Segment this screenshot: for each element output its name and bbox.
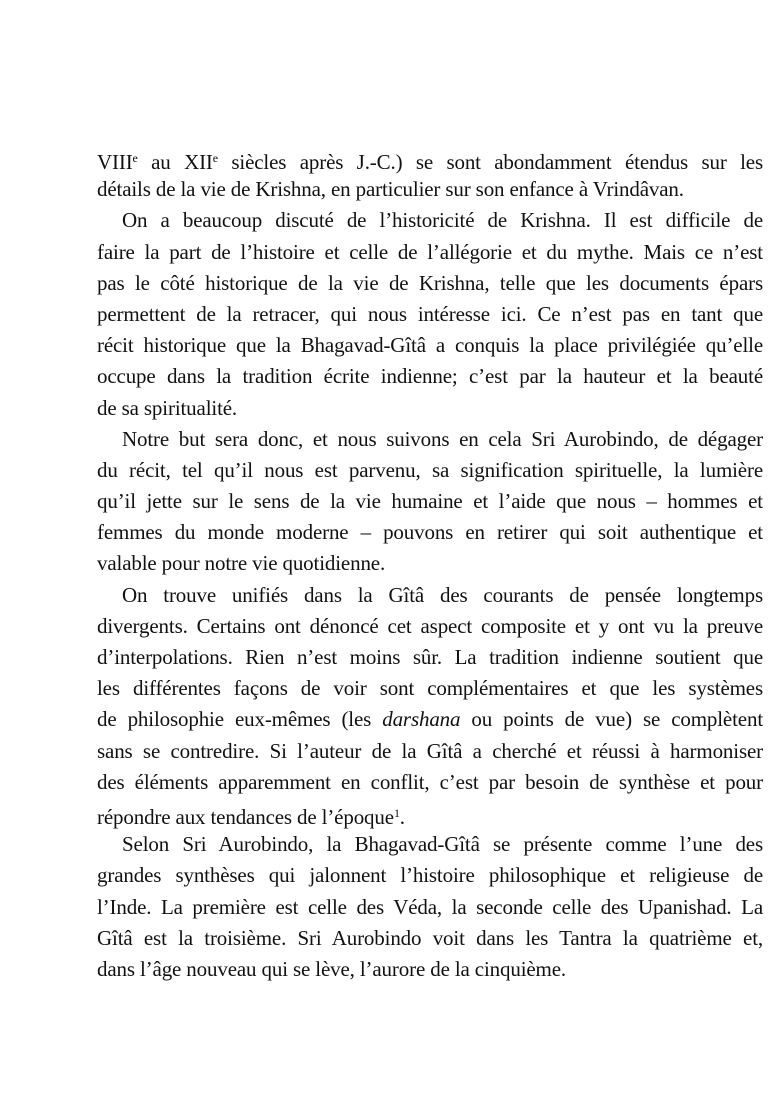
text-segment: ou points de vue) se complètent (460, 707, 763, 732)
text-line (97, 767, 763, 798)
superscript: e (132, 151, 138, 165)
text-line (97, 143, 763, 174)
text-line (97, 237, 763, 268)
superscript: 1 (393, 805, 400, 820)
text-segment: Notre but sera donc, et nous suivons en cela Sri Aurobindo, de dégager (122, 426, 763, 451)
text-segment: siècles après J.-C.) se sont abondamment étendus sur les (217, 150, 763, 174)
text-line (97, 205, 763, 236)
text-segment: récit historique que la Bhagavad-Gîtâ a conquis la place privilégiée qu’elle (97, 333, 763, 358)
text-segment: faire la part de l’histoire et celle de l’allégorie et du mythe. Mais ce n’est (97, 239, 763, 264)
text-segment: VIII (97, 150, 133, 174)
paragraph (97, 205, 763, 423)
text-segment: Gîtâ est la troisième. Sri Aurobindo voit dans les Tantra la quatrième et, (97, 925, 763, 950)
text-line (97, 892, 763, 923)
text-line (97, 486, 763, 517)
text-segment: pas le côté historique de la vie de Krishna, telle que les documents épars (97, 270, 763, 295)
superscript: e (212, 151, 218, 165)
text-segment: On trouve unifiés dans la Gîtâ des courants de pensée longtemps (122, 582, 763, 607)
text-segment: qu’il jette sur le sens de la vie humaine et l’aide que nous – hommes et (97, 489, 763, 514)
text-line (97, 268, 763, 299)
text-segment: de sa spiritualité. (97, 395, 238, 420)
text-segment: . (399, 804, 405, 829)
text-line (97, 673, 763, 704)
text-segment: On a beaucoup discuté de l’historicité de Krishna. Il est difficile de (122, 208, 763, 233)
text-segment: d’interpolations. Rien n’est moins sûr. La tradition indienne soutient que (97, 645, 763, 669)
text-segment: occupe dans la tradition écrite indienne; c’est par la hauteur et la beauté (97, 364, 763, 389)
paragraph (97, 143, 763, 205)
text-segment: au XII (137, 150, 213, 174)
text-segment: dans l’âge nouveau qui se lève, l’aurore de la cinquième. (97, 956, 567, 981)
text-line (97, 580, 763, 611)
text-line (97, 736, 763, 767)
text-segment: permettent de la retracer, qui nous intéresse ici. Ce n’est pas en tant que (97, 301, 763, 326)
document-page (97, 143, 763, 985)
text-segment: l’Inde. La première est celle des Véda, la seconde celle des Upanishad. La (97, 894, 763, 919)
text-segment: grandes synthèses qui jalonnent l’histoire philosophique et religieuse de (97, 863, 763, 888)
text-line (97, 829, 763, 860)
text-line (97, 174, 763, 205)
text-line (97, 860, 763, 891)
text-segment: les différentes façons de voir sont complémentaires et que les systèmes (97, 676, 763, 701)
text-line (97, 330, 763, 361)
text-segment: répondre aux tendances de l’époque (97, 804, 394, 829)
text-line (97, 517, 763, 548)
text-line (97, 642, 763, 673)
paragraph (97, 829, 763, 985)
text-line (97, 393, 763, 424)
text-line (97, 611, 763, 642)
text-line (97, 455, 763, 486)
text-segment: du récit, tel qu’il nous est parvenu, sa signification spirituelle, la lumière (97, 457, 763, 482)
text-line (97, 704, 763, 735)
text-line (97, 798, 763, 829)
text-segment: femmes du monde moderne – pouvons en retirer qui soit authentique et (97, 520, 763, 545)
text-segment: valable pour notre vie quotidienne. (97, 551, 386, 576)
text-segment: détails de la vie de Krishna, en particulier sur son enfance à Vrindâvan. (97, 177, 684, 202)
text-segment: Selon Sri Aurobindo, la Bhagavad-Gîtâ se présente comme l’une des (122, 832, 763, 857)
text-line (97, 361, 763, 392)
italic-text: darshana (382, 707, 461, 732)
text-line (97, 548, 763, 579)
text-line (97, 923, 763, 954)
paragraph (97, 424, 763, 580)
text-line (97, 954, 763, 985)
text-line (97, 424, 763, 455)
text-segment: des éléments apparemment en conflit, c’est par besoin de synthèse et pour (97, 769, 763, 794)
text-segment: divergents. Certains ont dénoncé cet aspect composite et y ont vu la preuve (97, 613, 763, 638)
text-segment: de philosophie eux-mêmes (les (97, 707, 383, 732)
text-segment: sans se contredire. Si l’auteur de la Gîtâ a cherché et réussi à harmoniser (97, 738, 763, 763)
paragraph (97, 580, 763, 830)
text-line (97, 299, 763, 330)
